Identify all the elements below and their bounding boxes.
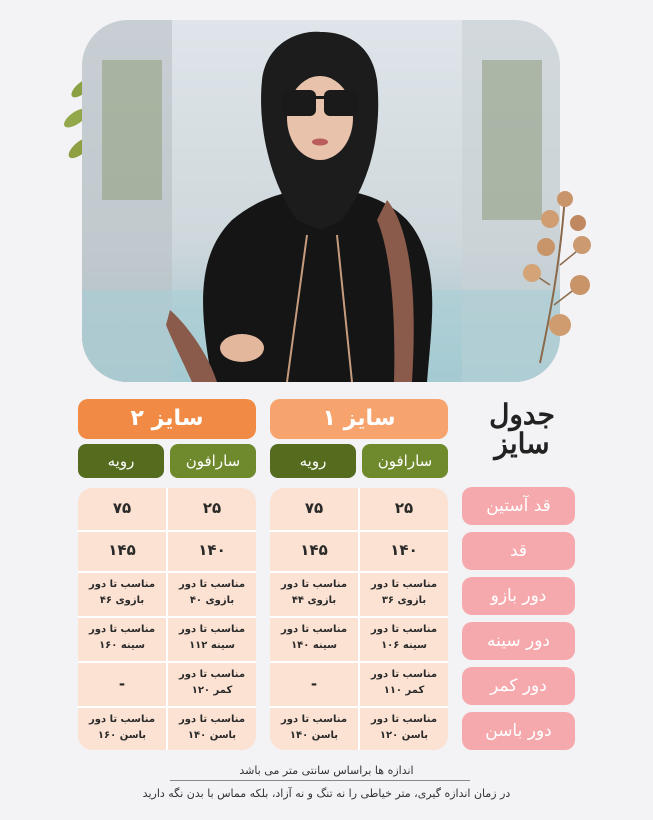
- table-cell: مناسب تا دور باسن ۱۲۰: [370, 714, 438, 741]
- model-image: [82, 20, 560, 382]
- size-2-sarafun-header: سارافون: [170, 444, 256, 478]
- table-cell: ۱۴۰: [198, 541, 226, 559]
- table-cell: مناسب تا دور بازوی ۳۶: [370, 579, 438, 606]
- size-1-sarafun-header: سارافون: [362, 444, 448, 478]
- table-cell: ۷۵: [304, 499, 324, 517]
- row-label-length: قد: [462, 532, 575, 570]
- row-label-chest: دور سینه: [462, 622, 575, 660]
- table-cell: -: [118, 675, 126, 693]
- table-cell: مناسب تا دور کمر ۱۱۰: [370, 669, 438, 696]
- table-cell: مناسب تا دور کمر ۱۲۰: [178, 669, 246, 696]
- size-2-header: سایز ۲: [78, 399, 256, 439]
- table-cell: ۲۵: [202, 499, 222, 517]
- table-cell: ۱۴۵: [108, 541, 136, 559]
- note-measuring: در زمان اندازه گیری، متر خیاطی را نه تنگ و نه آزاد، بلکه مماس با بدن نگه دارید: [142, 787, 511, 800]
- size-1-table: [270, 488, 448, 750]
- table-cell: مناسب تا دور باسن ۱۶۰: [88, 714, 156, 741]
- size-2-table: [78, 488, 256, 750]
- table-cell: مناسب تا دور بازوی ۴۶: [88, 579, 156, 606]
- size-2-ruyeh-header: رویه: [78, 444, 164, 478]
- table-cell: ۱۴۰: [390, 541, 418, 559]
- table-cell: -: [310, 675, 318, 693]
- table-cell: ۱۴۵: [300, 541, 328, 559]
- table-cell: مناسب تا دور باسن ۱۴۰: [178, 714, 246, 741]
- size-chart-title: [462, 400, 582, 459]
- table-cell: مناسب تا دور سینه ۱۰۶: [370, 624, 438, 651]
- row-label-waist: دور کمر: [462, 667, 575, 705]
- table-cell: مناسب تا دور سینه ۱۴۰: [280, 624, 348, 651]
- note-divider: [170, 780, 470, 781]
- table-cell: مناسب تا دور باسن ۱۴۰: [280, 714, 348, 741]
- product-photo: [82, 20, 560, 382]
- table-cell: مناسب تا دور سینه ۱۶۰: [88, 624, 156, 651]
- row-label-arm: دور بازو: [462, 577, 575, 615]
- note-units: اندازه ها براساس سانتی متر می باشد: [239, 764, 414, 777]
- row-label-hip: دور باسن: [462, 712, 575, 750]
- table-cell: مناسب تا دور بازوی ۴۰: [178, 579, 246, 606]
- size-1-header: سایز ۱: [270, 399, 448, 439]
- table-cell: مناسب تا دور بازوی ۴۴: [280, 579, 348, 606]
- table-cell: ۲۵: [394, 499, 414, 517]
- title-line-2: سایز: [494, 427, 550, 461]
- size-1-ruyeh-header: رویه: [270, 444, 356, 478]
- dried-plant-decoration: [520, 185, 600, 365]
- table-cell: ۷۵: [112, 499, 132, 517]
- table-cell: مناسب تا دور سینه ۱۱۲: [178, 624, 246, 651]
- row-label-sleeve-length: قد آستین: [462, 487, 575, 525]
- title-line-1: جدول: [489, 398, 555, 431]
